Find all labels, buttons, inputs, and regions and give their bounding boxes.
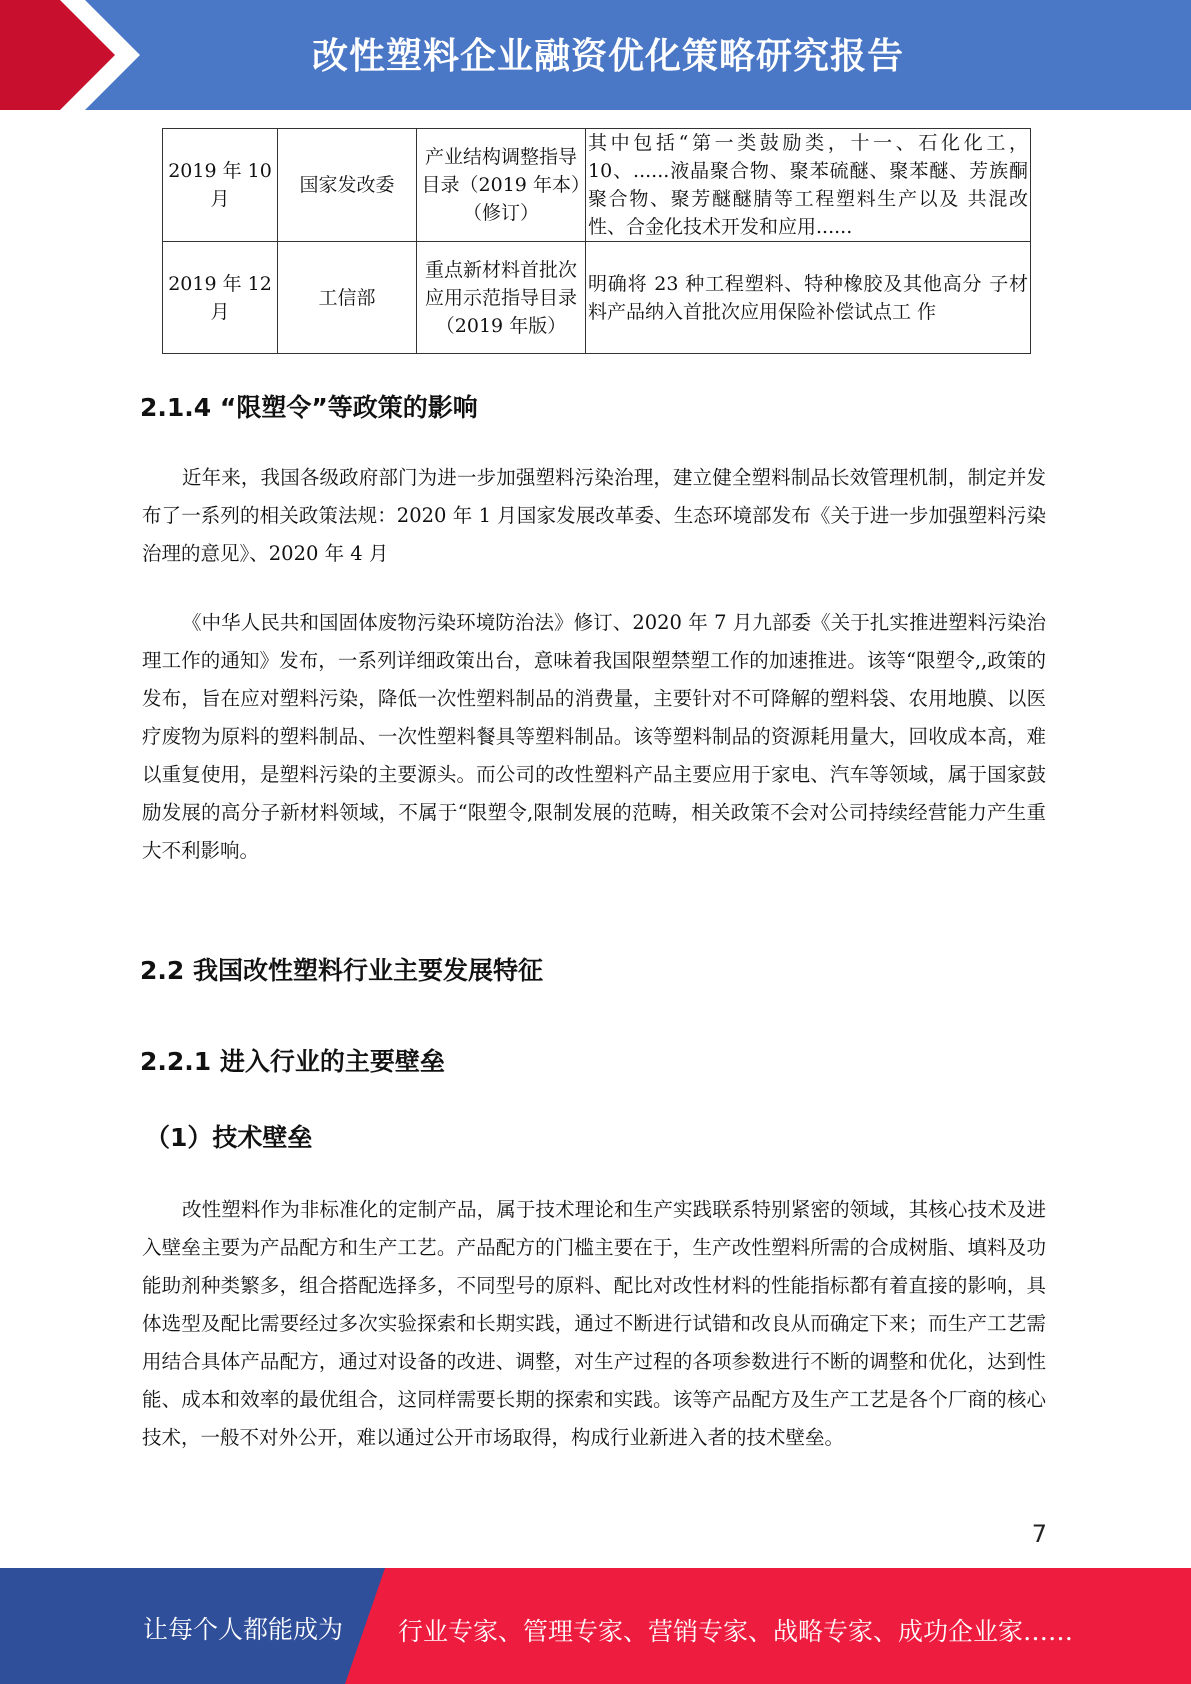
report-title: 改性塑料企业融资优化策略研究报告	[311, 36, 904, 77]
policy-table	[162, 128, 1031, 354]
table-cell-agency: 工信部	[278, 242, 417, 354]
table-row	[163, 242, 1031, 354]
section-heading-2-2: 2.2 我国改性塑料行业主要发展特征	[140, 956, 543, 985]
table-cell-document: 产业结构调整指导目录（2019 年本）（修订）	[417, 129, 586, 242]
table-cell-agency: 国家发改委	[278, 129, 417, 242]
table-cell-content: 明确将 23 种工程塑料、特种橡胶及其他高分 子材料产品纳入首批次应用保险补偿试点工 作	[586, 242, 1031, 354]
table-cell-document: 重点新材料首批次应用示范指导目录（2019 年版）	[417, 242, 586, 354]
page-header	[0, 0, 1191, 110]
footer-slogan-right: 行业专家、管理专家、营销专家、战略专家、成功企业家……	[398, 1617, 1074, 1646]
page-footer	[0, 1568, 1191, 1684]
table-cell-content: 其中包括“第一类鼓励类，十一、石化化工，10、......液晶聚合物、聚苯硫醚、聚苯醚、芳族酮聚合物、聚芳醚醚腈等工程塑料生产以及 共混改性、合金化技术开发和应用......	[586, 129, 1031, 242]
table-cell-date: 2019 年 10 月	[163, 129, 278, 242]
tech-barrier-paragraph: 改性塑料作为非标准化的定制产品，属于技术理论和生产实践联系特别紧密的领域，其核心技术及进入壁垒主要为产品配方和生产工艺。产品配方的门槛主要在于，生产改性塑料所需的合成树脂、填料及功能助剂种类繁多，组合搭配选择多，不同型号的原料、配比对改性材料的性能指标都有着直接的影响，具体选型及配比需要经过多次实验探索和长期实践，通过不断进行试错和改良从而确定下来；而生产工艺需用结合具体产品配方，通过对设备的改进、调整，对生产过程的各项参数进行不断的调整和优化，达到性能、成本和效率的最优组合，这同样需要长期的探索和实践。该等产品配方及生产工艺是各个厂商的核心技术，一般不对外公开，难以通过公开市场取得，构成行业新进入者的技术壁垒。	[142, 1198, 1046, 1449]
table-cell-date: 2019 年 12 月	[163, 242, 278, 354]
footer-slogan-left: 让每个人都能成为	[143, 1615, 344, 1644]
subsection-heading-tech-barrier: （1）技术壁垒	[145, 1123, 313, 1152]
section-2-1-4-paragraph-1: 近年来，我国各级政府部门为进一步加强塑料污染治理，建立健全塑料制品长效管理机制，制定并发布了一系列的相关政策法规：2020 年 1 月国家发展改革委、生态环境部发布《关于进一步加强塑料污染治理的意见》、2020 年 4 月	[142, 466, 1046, 565]
section-heading-2-1-4: 2.1.4 “限塑令”等政策的影响	[140, 393, 478, 422]
page-number: 7	[1031, 1520, 1047, 1548]
table-row	[163, 129, 1031, 242]
section-2-1-4-paragraph-2: 《中华人民共和国固体废物污染环境防治法》修订、2020 年 7 月九部委《关于扎实推进塑料污染治理工作的通知》发布，一系列详细政策出台，意味着我国限塑禁塑工作的加速推进。该等“限塑令,,政策的发布，旨在应对塑料污染，降低一次性塑料制品的消费量，主要针对不可降解的塑料袋、农用地膜、以医疗废物为原料的塑料制品、一次性塑料餐具等塑料制品。该等塑料制品的资源耗用量大，回收成本高，难以重复使用，是塑料污染的主要源头。而公司的改性塑料产品主要应用于家电、汽车等领域，属于国家鼓励发展的高分子新材料领域，不属于“限塑令,限制发展的范畴，相关政策不会对公司持续经营能力产生重大不利影响。	[142, 611, 1046, 862]
section-heading-2-2-1: 2.2.1 进入行业的主要壁垒	[140, 1047, 445, 1076]
